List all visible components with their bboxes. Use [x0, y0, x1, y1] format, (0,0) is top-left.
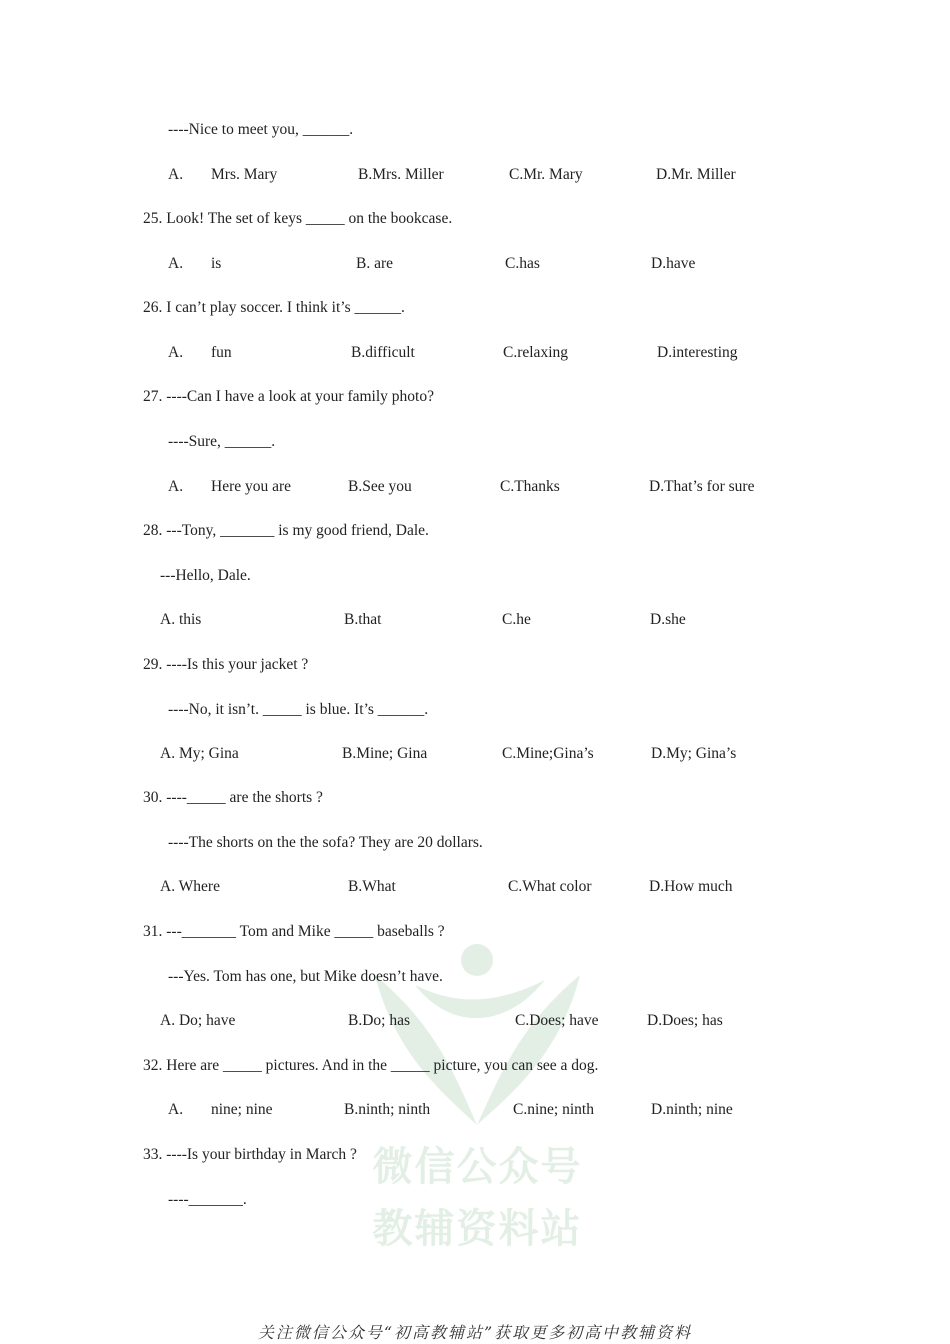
prev-question-dialogue: ----Nice to meet you, ______.: [168, 121, 354, 138]
question-33-reply: ----_______.: [168, 1191, 247, 1208]
q28-option-d: D.she: [650, 611, 686, 628]
q31-option-c: C.Does; have: [515, 1012, 599, 1029]
q30-option-c: C.What color: [508, 878, 592, 895]
q29-option-c: C.Mine;Gina’s: [502, 745, 594, 762]
question-25-stem: 25. Look! The set of keys _____ on the bookcase.: [143, 210, 453, 227]
question-29-reply: ----No, it isn’t. _____ is blue. It’s ______.: [168, 701, 429, 718]
q32-option-c: C.nine; ninth: [513, 1101, 594, 1118]
question-31-stem: 31. ---_______ Tom and Mike _____ baseballs ?: [143, 923, 445, 940]
q27-option-d: D.That’s for sure: [649, 478, 755, 495]
question-29-stem: 29. ----Is this your jacket ?: [143, 656, 309, 673]
q30-option-d: D.How much: [649, 878, 733, 895]
question-27-reply: ----Sure, ______.: [168, 433, 276, 450]
q28-option-c: C.he: [502, 611, 531, 628]
question-30-reply: ----The shorts on the the sofa? They are 20 dollars.: [168, 834, 483, 851]
q28-option-b: B.that: [344, 611, 382, 628]
watermark-line-1: 微信公众号: [372, 1144, 583, 1190]
prev-option-b: B.Mrs. Miller: [358, 166, 444, 183]
watermark-line-2: 教辅资料站: [372, 1206, 583, 1252]
question-30-stem: 30. ----_____ are the shorts ?: [143, 789, 323, 806]
q27-option-c: C.Thanks: [500, 478, 560, 495]
question-31-reply: ---Yes. Tom has one, but Mike doesn’t have.: [168, 968, 443, 985]
q27-option-a-label: A.: [168, 478, 184, 495]
question-27-stem: 27. ----Can I have a look at your family photo?: [143, 388, 434, 405]
q32-option-a: nine; nine: [211, 1101, 273, 1118]
q29-option-b: B.Mine; Gina: [342, 745, 428, 762]
q26-option-b: B.difficult: [351, 344, 415, 361]
q32-option-a-label: A.: [168, 1101, 184, 1118]
prev-option-d: D.Mr. Miller: [656, 166, 736, 183]
q32-option-b: B.ninth; ninth: [344, 1101, 431, 1118]
q27-option-a: Here you are: [211, 478, 292, 495]
q25-option-a: is: [211, 255, 222, 272]
q30-option-a: A. Where: [160, 878, 220, 895]
footer-promo: 关注微信公众号“初高教辅站”获取更多初高中教辅资料: [257, 1323, 693, 1342]
q27-option-b: B.See you: [348, 478, 412, 495]
question-32-stem: 32. Here are _____ pictures. And in the _____ picture, you can see a dog.: [143, 1057, 599, 1074]
q25-option-b: B. are: [356, 255, 394, 272]
question-28-reply: ---Hello, Dale.: [160, 567, 251, 584]
q25-option-c: C.has: [505, 255, 540, 272]
q29-option-a: A. My; Gina: [160, 745, 239, 762]
q30-option-b: B.What: [348, 878, 396, 895]
q25-option-d: D.have: [651, 255, 696, 272]
question-28-stem: 28. ---Tony, _______ is my good friend, Dale.: [143, 522, 429, 539]
question-33-stem: 33. ----Is your birthday in March ?: [143, 1146, 357, 1163]
q28-option-a: A. this: [160, 611, 202, 628]
q29-option-d: D.My; Gina’s: [651, 745, 737, 762]
q26-option-a: fun: [211, 344, 232, 361]
question-26-stem: 26. I can’t play soccer. I think it’s ______.: [143, 299, 405, 316]
q31-option-b: B.Do; has: [348, 1012, 410, 1029]
prev-option-c: C.Mr. Mary: [509, 166, 583, 183]
q32-option-d: D.ninth; nine: [651, 1101, 733, 1118]
prev-option-a-label: A.: [168, 166, 184, 183]
q26-option-c: C.relaxing: [503, 344, 568, 361]
q26-option-a-label: A.: [168, 344, 184, 361]
q26-option-d: D.interesting: [657, 344, 738, 361]
q31-option-d: D.Does; has: [647, 1012, 723, 1029]
prev-option-a: Mrs. Mary: [211, 166, 278, 183]
q31-option-a: A. Do; have: [160, 1012, 236, 1029]
q25-option-a-label: A.: [168, 255, 184, 272]
